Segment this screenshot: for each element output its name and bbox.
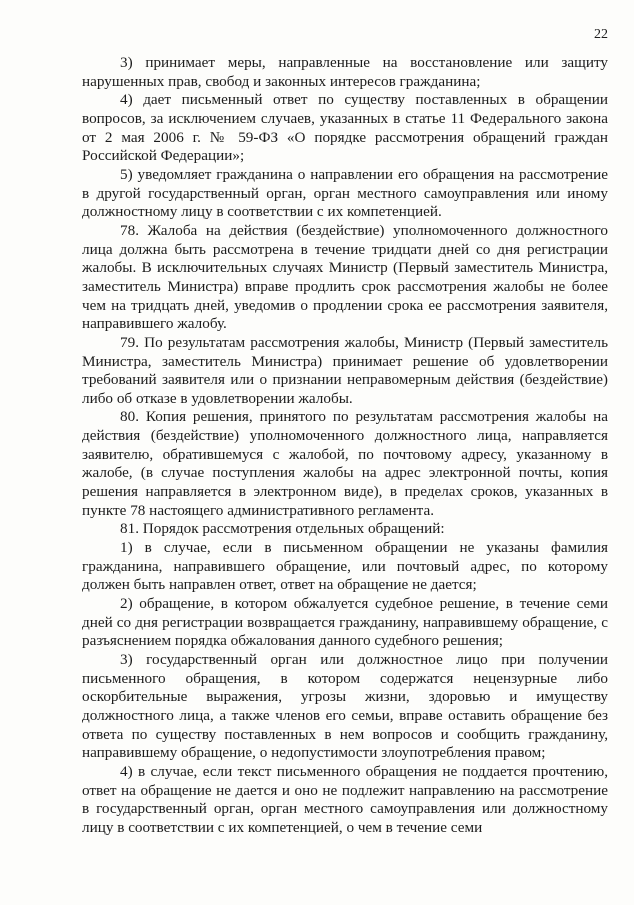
paragraph-81-item-1: 1) в случае, если в письменном обращении не указаны фамилия гражданина, направившего обращение, или почтовый адрес, по которому должен быть направлен ответ, ответ на обращение не дается; bbox=[82, 539, 608, 594]
paragraph-79: 79. По результатам рассмотрения жалобы, Министр (Первый заместитель Министра, заместитель Министра) принимает решение об удовлетворении требований заявителя или о признании неправомерным действия (бездействие) либо об отказе в удовлетворении жалобы. bbox=[82, 333, 608, 407]
paragraph-item-5: 5) уведомляет гражданина о направлении его обращения на рассмотрение в другой государственный орган, орган местного самоуправления или иному должностному лицу в соответствии с их компетенцией. bbox=[82, 165, 608, 221]
paragraph-item-4: 4) дает письменный ответ по существу поставленных в обращении вопросов, за исключением случаев, указанных в статье 11 Федерального закона от 2 мая 2006 г. № 59-ФЗ «О порядке рассмотрения обращений граждан Российской Федерации»; bbox=[82, 91, 608, 165]
page-number: 22 bbox=[594, 27, 608, 42]
paragraph-78: 78. Жалоба на действия (бездействие) уполномоченного должностного лица должна быть рассмотрена в течение тридцати дней со дня регистрации жалобы. В исключительных случаях Министр (Первый заместитель Министра, заместитель Министра) вправе продлить срок рассмотрения жалобы не более чем на тридцать дней, уведомив о продлении срока ее рассмотрения заявителя, направившего жалобу. bbox=[82, 221, 608, 333]
paragraph-81-item-4: 4) в случае, если текст письменного обращения не поддается прочтению, ответ на обращение не дается и оно не подлежит направлению на рассмотрение в государственный орган, орган местного самоуправления или должностному лицу в соответствии с их компетенцией, о чем в течение семи bbox=[82, 762, 608, 836]
paragraph-81-item-2: 2) обращение, в котором обжалуется судебное решение, в течение семи дней со дня регистрации возвращается гражданину, направившему обращение, с разъяснением порядка обжалования данного судебного решения; bbox=[82, 595, 608, 650]
paragraph-81-item-3: 3) государственный орган или должностное лицо при получении письменного обращения, в котором содержатся нецензурные либо оскорбительные выражения, угрозы жизни, здоровью и имуществу должностного лица, а также членов его семьи, вправе оставить обращение без ответа по существу поставленных в нем вопросов и сообщить гражданину, направившему обращение, о недопустимости злоупотребления правом; bbox=[82, 651, 608, 762]
document-body bbox=[82, 54, 608, 838]
paragraph-item-3: 3) принимает меры, направленные на восстановление или защиту нарушенных прав, свобод и законных интересов гражданина; bbox=[82, 54, 608, 90]
paragraph-80: 80. Копия решения, принятого по результатам рассмотрения жалобы на действия (бездействие) уполномоченного должностного лица, направляется заявителю, обратившемуся с жалобой, по почтовому адресу, указанному в жалобе, (в случае поступления жалобы на адрес электронной почты, копия решения направляется в электронном виде), в пределах сроков, указанных в пункте 78 настоящего административного регламента. bbox=[82, 408, 608, 519]
paragraph-81: 81. Порядок рассмотрения отдельных обращений: bbox=[120, 520, 445, 538]
